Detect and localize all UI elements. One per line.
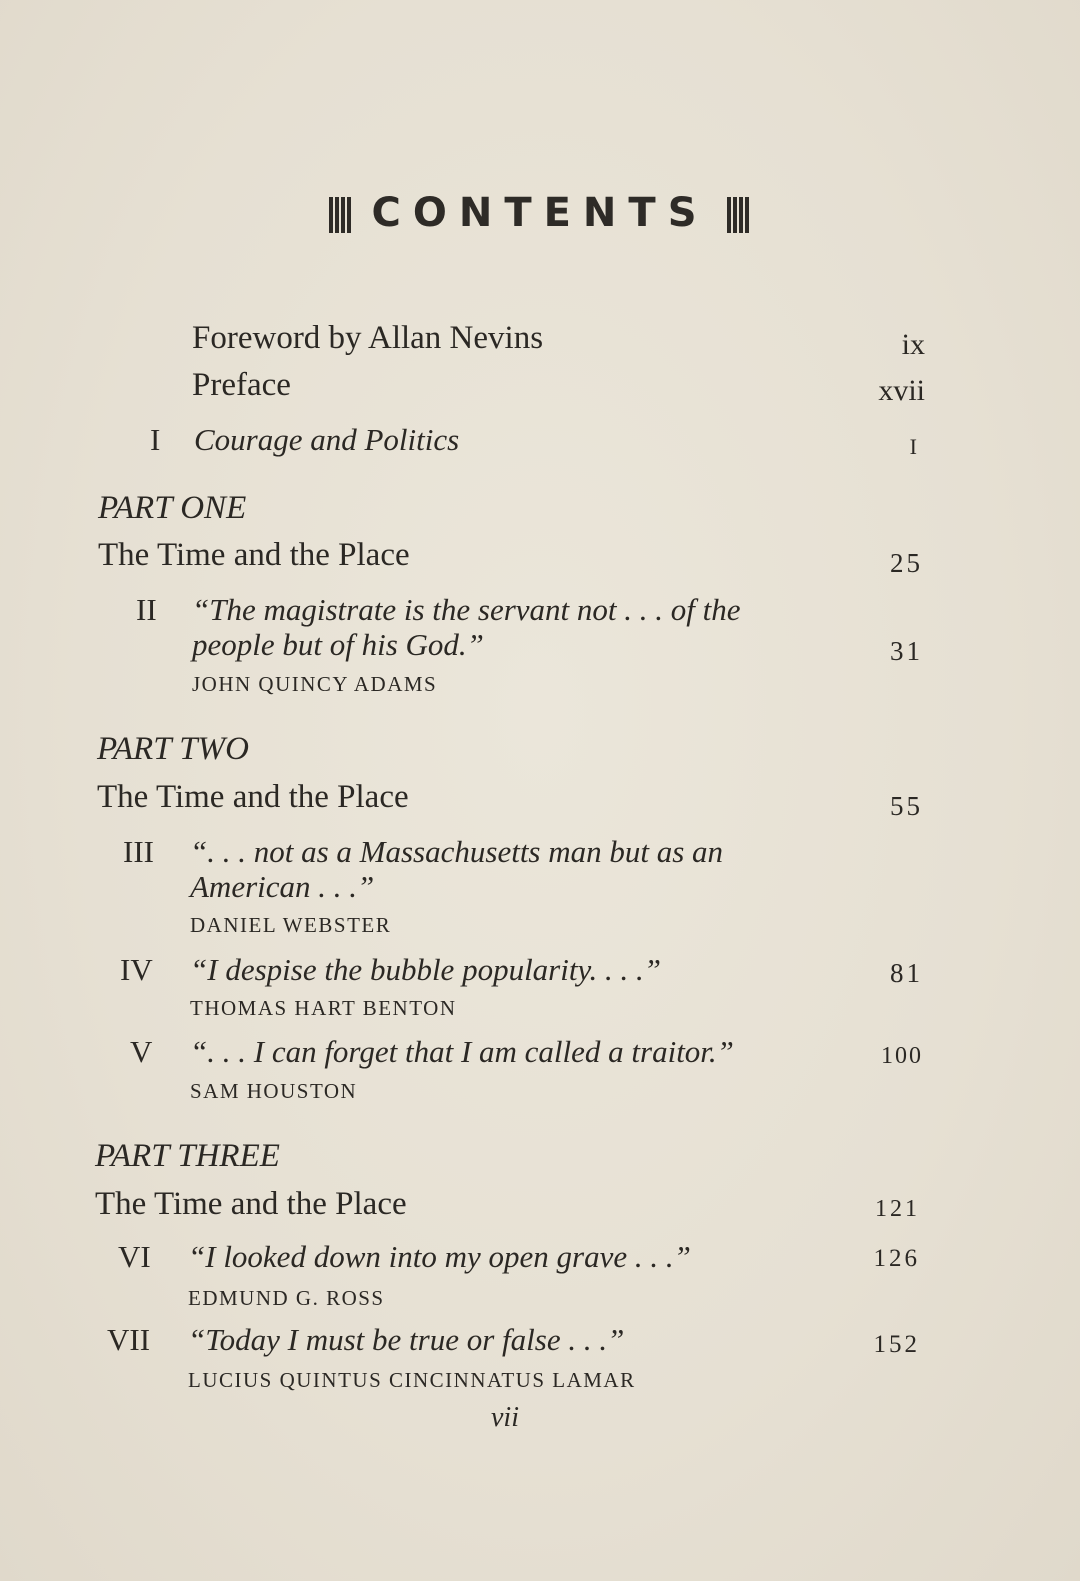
chapter-quote: “I despise the bubble popularity. . . .” [190, 952, 662, 987]
chapter-numeral: III [123, 834, 154, 869]
chapter-numeral: I [150, 422, 161, 457]
chapter-subject: DANIEL WEBSTER [190, 913, 392, 937]
chapter-numeral: VI [118, 1239, 151, 1274]
chapter-quote: “. . . I can forget that I am called a traitor.” [190, 1034, 734, 1069]
page-folio: vii [491, 1402, 519, 1433]
chapter-title: Courage and Politics [194, 422, 460, 457]
chapter-page: 152 [873, 1331, 920, 1358]
part-heading: PART ONE [98, 490, 247, 526]
foreword-entry: Foreword by Allan Nevins [192, 320, 544, 356]
chapter-page: 31 [890, 636, 923, 666]
page-title: CONTENTS [371, 190, 709, 236]
chapter-quote-continued: people but of his God.” [192, 627, 484, 662]
section-title: The Time and the Place [95, 1186, 407, 1222]
chapter-quote: “. . . not as a Massachusetts man but as an [190, 834, 724, 869]
section-page: 55 [890, 791, 923, 821]
chapter-subject: LUCIUS QUINTUS CINCINNATUS LAMAR [188, 1368, 636, 1392]
chapter-numeral: II [136, 592, 157, 627]
preface-page: xvii [878, 374, 925, 407]
chapter-quote: “The magistrate is the servant not . . . of the [192, 592, 741, 627]
chapter-numeral: V [130, 1034, 153, 1069]
ornament-left-icon [329, 197, 353, 233]
chapter-page: 100 [881, 1043, 923, 1069]
preface-entry: Preface [192, 367, 291, 403]
chapter-page: 81 [890, 958, 923, 988]
chapter-quote-continued: American . . .” [190, 869, 375, 904]
section-page: 25 [890, 548, 923, 578]
chapter-quote: “I looked down into my open grave . . .” [188, 1239, 691, 1274]
chapter-quote: “Today I must be true or false . . .” [188, 1322, 625, 1357]
chapter-page: 126 [873, 1245, 920, 1272]
chapter-subject: SAM HOUSTON [190, 1079, 358, 1103]
chapter-numeral: VII [107, 1322, 151, 1357]
section-title: The Time and the Place [98, 537, 410, 573]
section-title: The Time and the Place [97, 779, 409, 815]
chapter-page: I [909, 434, 920, 459]
chapter-numeral: IV [120, 952, 153, 987]
part-heading: PART TWO [97, 731, 249, 767]
chapter-subject: THOMAS HART BENTON [190, 996, 457, 1020]
ornament-right-icon [727, 197, 751, 233]
section-page: 121 [875, 1196, 920, 1222]
contents-heading [0, 190, 1080, 236]
chapter-subject: EDMUND G. ROSS [188, 1286, 385, 1310]
chapter-subject: JOHN QUINCY ADAMS [192, 672, 438, 696]
foreword-page: ix [901, 328, 925, 361]
part-heading: PART THREE [95, 1138, 280, 1174]
